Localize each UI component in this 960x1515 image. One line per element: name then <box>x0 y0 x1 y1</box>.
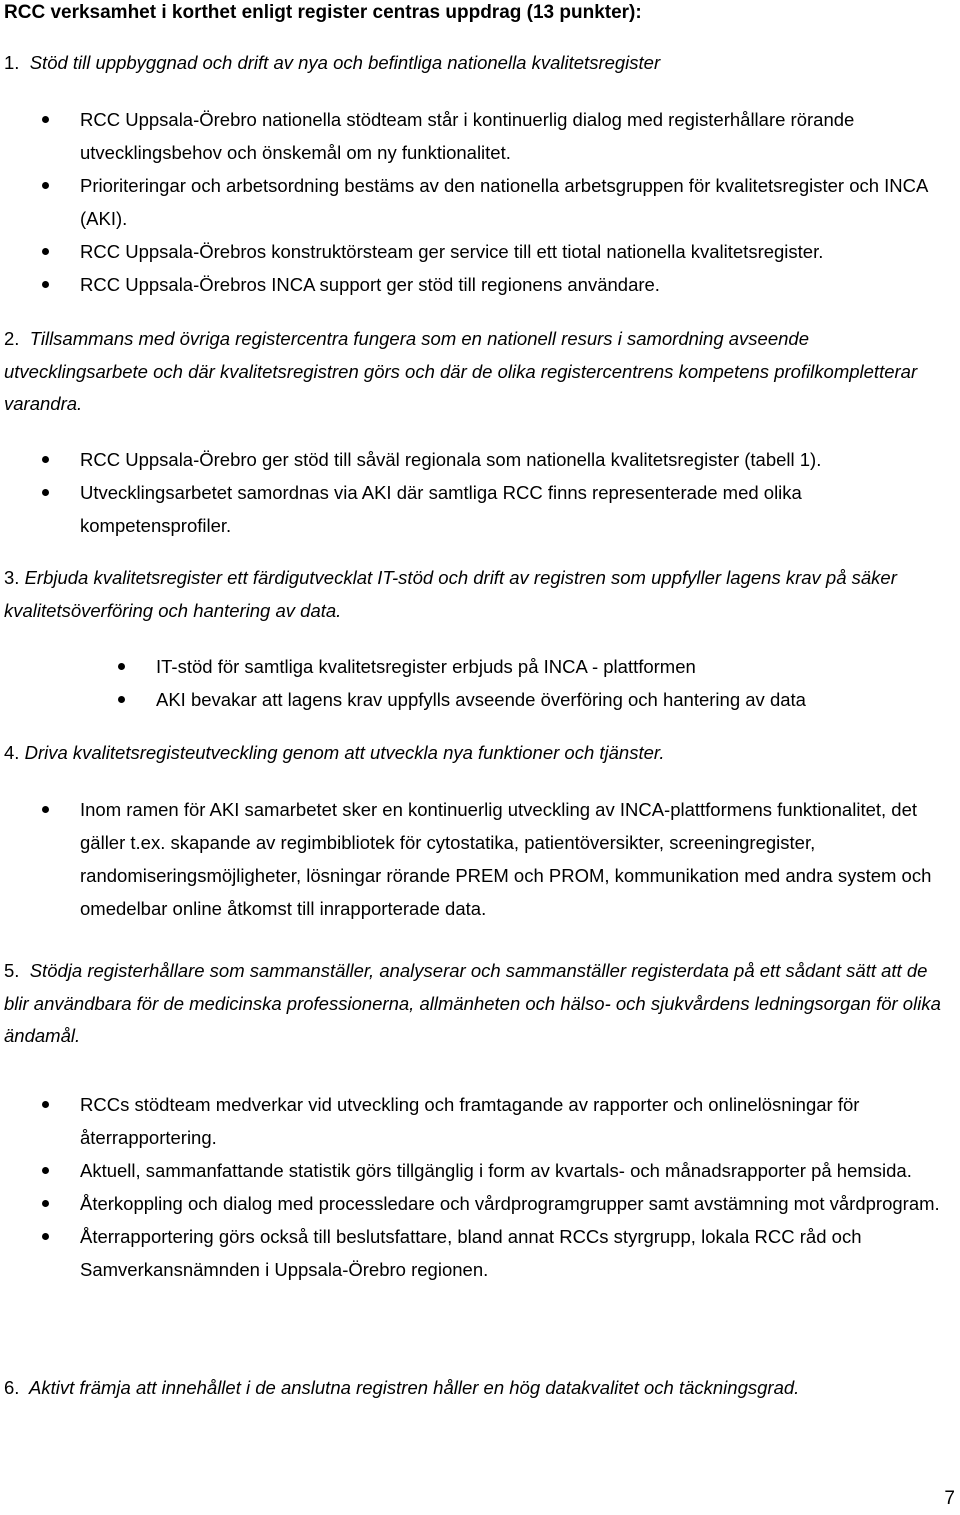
section-text: Stöd till uppbyggnad och drift av nya och befintliga nationella kvalitetsregister <box>29 52 661 73</box>
list-item: AKI bevakar att lagens krav uppfylls avseende överföring och hantering av data <box>156 683 948 716</box>
list-item: IT-stöd för samtliga kvalitetsregister erbjuds på INCA - plattformen <box>156 650 948 683</box>
list-item: Aktuell, sammanfattande statistik görs tillgänglig i form av kvartals- och månadsrapporter på hemsida. <box>80 1154 948 1187</box>
bullet-list-4 <box>80 793 948 925</box>
list-item: RCCs stödteam medverkar vid utveckling och framtagande av rapporter och onlinelösningar för återrapportering. <box>80 1088 948 1154</box>
section-4: 4. Driva kvalitetsregisteutveckling genom att utveckla nya funktioner och tjänster. <box>4 742 665 763</box>
bullet-icon <box>42 116 49 123</box>
list-item: RCC Uppsala-Örebros konstruktörsteam ger service till ett tiotal nationella kvalitetsregister. <box>80 235 948 268</box>
page-heading: RCC verksamhet i korthet enligt register centras uppdrag (13 punkter): <box>4 2 642 23</box>
list-item: Återkoppling och dialog med processledare och vårdprogramgrupper samt avstämning mot vårdprogram. <box>80 1187 948 1220</box>
bullet-icon <box>118 663 125 670</box>
section-2: 2. Tillsammans med övriga registercentra fungera som en nationell resurs i samordning avseende utvecklingsarbete och där kvalitetsregistren görs och där de olika registercentrens kompetens profilkompletterar varandra. <box>4 328 918 414</box>
section-text: Erbjuda kvalitetsregister ett färdigutvecklat IT-stöd och drift av registren som uppfyller lagens krav på säker kvalitetsöverföring och hantering av data. <box>4 567 897 621</box>
list-item: Prioriteringar och arbetsordning bestäms av den nationella arbetsgruppen för kvalitetsregister och INCA (AKI). <box>80 169 948 235</box>
section-text: Stödja registerhållare som sammanställer, analyserar och sammanställer registerdata på ett sådant sätt att de blir användbara för de medicinska professionerna, allmänheten och hälso- och sjukvårdens ledningsorgan för olika ändamål. <box>4 960 941 1046</box>
section-text: Driva kvalitetsregisteutveckling genom att utveckla nya funktioner och tjänster. <box>24 742 665 763</box>
bullet-icon <box>42 281 49 288</box>
bullet-icon <box>42 489 49 496</box>
list-item: RCC Uppsala-Örebros INCA support ger stöd till regionens användare. <box>80 268 948 301</box>
bullet-list-1 <box>80 103 948 301</box>
bullet-icon <box>42 182 49 189</box>
bullet-list-2 <box>80 443 948 542</box>
section-1: 1. Stöd till uppbyggnad och drift av nya och befintliga nationella kvalitetsregister <box>4 52 661 73</box>
bullet-icon <box>42 1233 49 1240</box>
bullet-icon <box>42 806 49 813</box>
section-text: Aktivt främja att innehållet i de anslutna registren håller en hög datakvalitet och täckningsgrad. <box>29 1377 800 1398</box>
list-item: RCC Uppsala-Örebro nationella stödteam står i kontinuerlig dialog med registerhållare rörande utvecklingsbehov och önskemål om ny funktionalitet. <box>80 103 948 169</box>
section-6: 6. Aktivt främja att innehållet i de anslutna registren håller en hög datakvalitet och täckningsgrad. <box>4 1377 800 1398</box>
list-item: Utvecklingsarbetet samordnas via AKI där samtliga RCC finns representerade med olika kompetensprofiler. <box>80 476 948 542</box>
bullet-icon <box>42 1101 49 1108</box>
bullet-list-3 <box>156 650 948 716</box>
list-item: Återrapportering görs också till beslutsfattare, bland annat RCCs styrgrupp, lokala RCC råd och Samverkansnämnden i Uppsala-Örebro regionen. <box>80 1220 948 1286</box>
list-item: RCC Uppsala-Örebro ger stöd till såväl regionala som nationella kvalitetsregister (tabell 1). <box>80 443 948 476</box>
bullet-icon <box>42 1200 49 1207</box>
section-text: Tillsammans med övriga registercentra fungera som en nationell resurs i samordning avseende utvecklingsarbete och där kvalitetsregistren görs och där de olika registercentrens kompetens profilkompletterar varandra. <box>4 328 918 414</box>
section-3: 3. Erbjuda kvalitetsregister ett färdigutvecklat IT-stöd och drift av registren som uppfyller lagens krav på säker kvalitetsöverföring och hantering av data. <box>4 567 897 621</box>
bullet-icon <box>118 696 125 703</box>
bullet-icon <box>42 248 49 255</box>
bullet-list-5 <box>80 1088 948 1286</box>
bullet-icon <box>42 1167 49 1174</box>
list-item: Inom ramen för AKI samarbetet sker en kontinuerlig utveckling av INCA-plattformens funktionalitet, det gäller t.ex. skapande av regimbibliotek för cytostatika, patientöversikter, screeningregister, randomiseringsmöjligheter, lösningar rörande PREM och PROM, kommunikation med andra system och omedelbar online åtkomst till inrapporterade data. <box>80 793 948 925</box>
section-5: 5. Stödja registerhållare som sammanställer, analyserar och sammanställer registerdata på ett sådant sätt att de blir användbara för de medicinska professionerna, allmänheten och hälso- och sjukvårdens ledningsorgan för olika ändamål. <box>4 960 941 1046</box>
page-number: 7 <box>944 1488 955 1509</box>
bullet-icon <box>42 456 49 463</box>
